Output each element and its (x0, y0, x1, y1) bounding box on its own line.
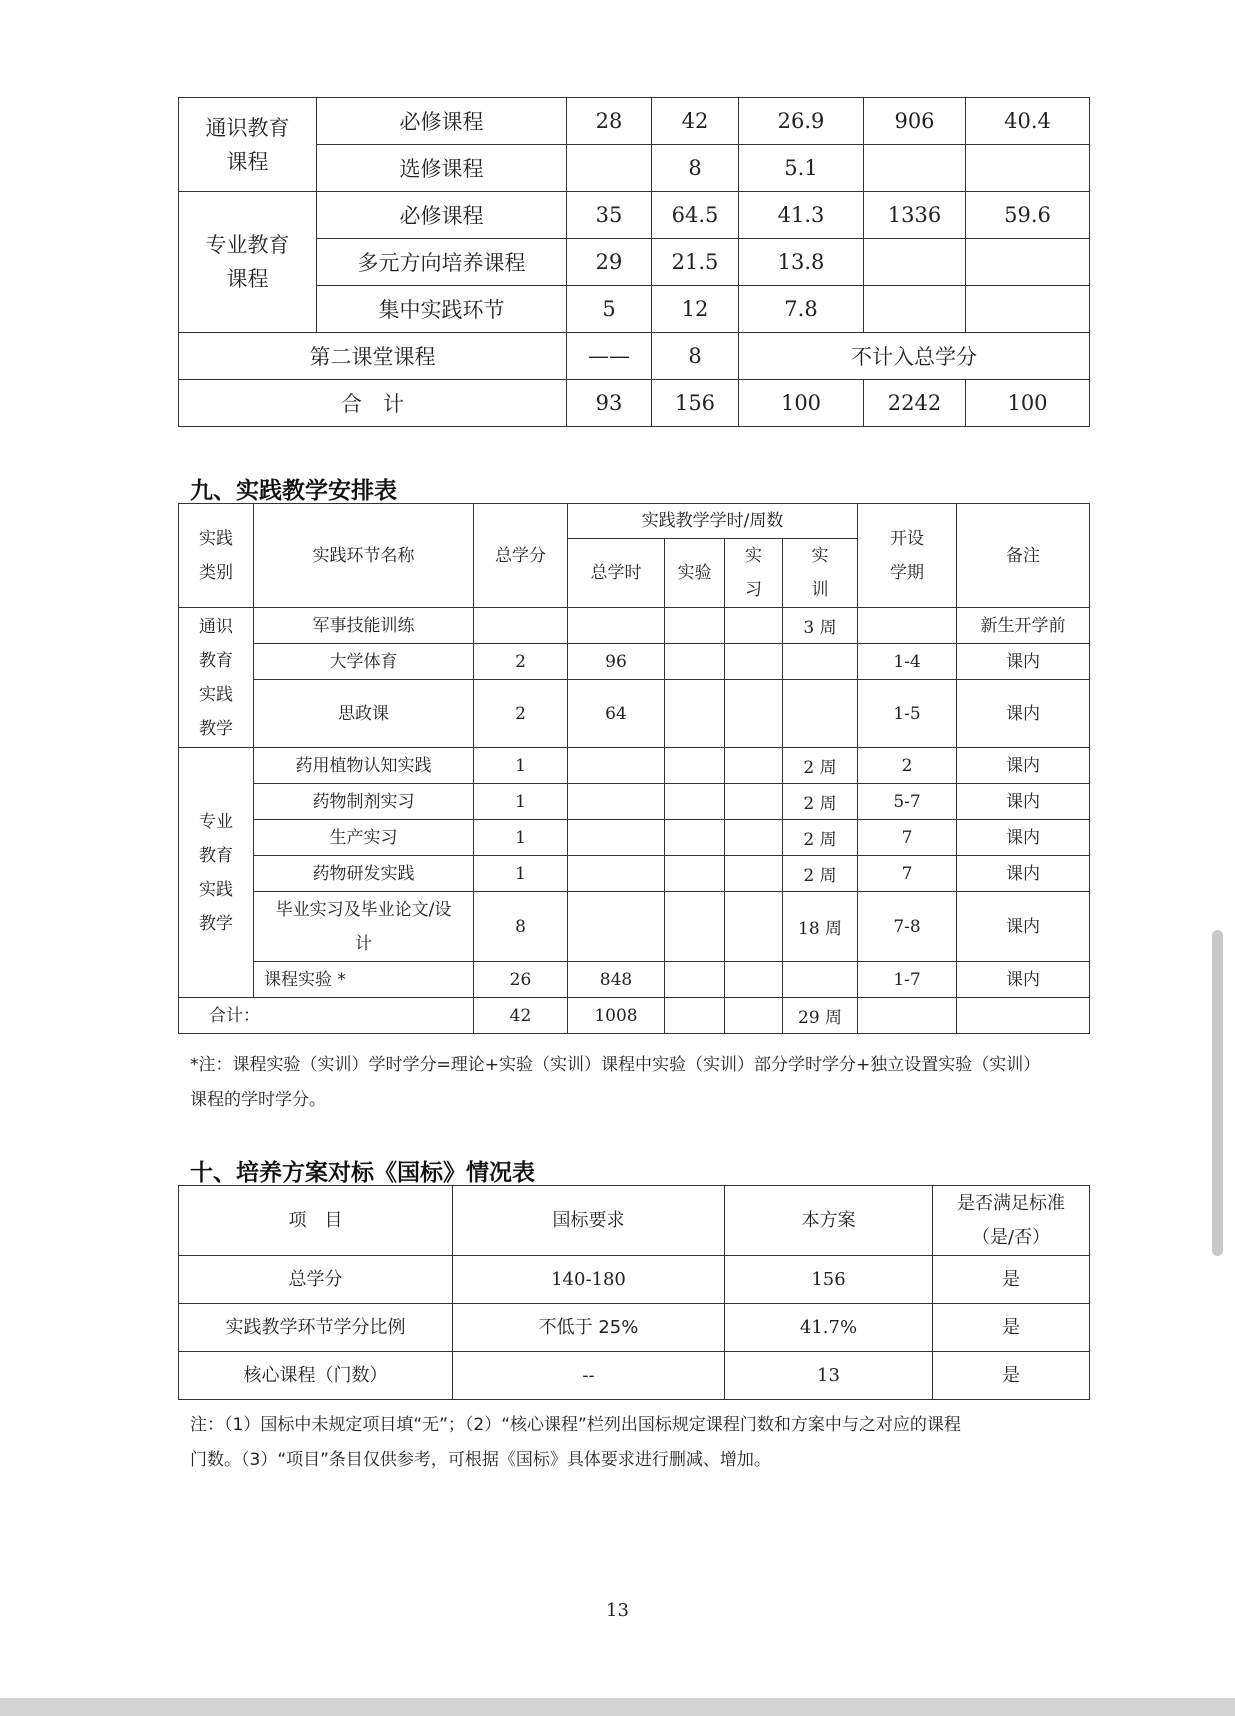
table-cell: 课内 (957, 962, 1090, 998)
header-remarks: 备注 (957, 504, 1090, 608)
category-cell: 通识教育 课程 (179, 98, 317, 192)
note-line: 注：（1）国标中未规定项目填“无”；（2）“核心课程”栏列出国标规定课程门数和方案中与之对应的课程 (190, 1415, 961, 1435)
table-cell: 26 (474, 962, 568, 998)
table-cell (725, 644, 783, 680)
section-title: 九、实践教学安排表 (190, 478, 397, 504)
table-header-row (179, 1186, 1090, 1256)
header-total-hours: 总学时 (568, 539, 665, 608)
standard-comparison-table (178, 1185, 1090, 1400)
header-credits: 总学分 (474, 504, 568, 608)
table-row (179, 962, 1090, 998)
table-cell (665, 998, 725, 1034)
table-cell: 26.9 (739, 98, 864, 145)
table-cell: 13.8 (739, 239, 864, 286)
practice-name: 药用植物认知实践 (254, 748, 474, 784)
table-row (179, 98, 1090, 145)
category-cell: 专业 教育 实践 教学 (179, 748, 254, 998)
table-cell (568, 748, 665, 784)
table-cell (966, 145, 1090, 192)
practice-name: 生产实习 (254, 820, 474, 856)
table-cell: 1 (474, 784, 568, 820)
table-cell: 课内 (957, 644, 1090, 680)
table-cell: 41.3 (739, 192, 864, 239)
table-row (179, 1256, 1090, 1304)
table-cell: 848 (568, 962, 665, 998)
table-cell: 13 (725, 1352, 933, 1400)
table-cell (864, 239, 966, 286)
table-cell: 100 (966, 380, 1090, 427)
practice-name: 毕业实习及毕业论文/设 计 (254, 892, 474, 962)
header-item: 项 目 (179, 1186, 453, 1256)
table-cell (568, 856, 665, 892)
table-cell: 核心课程（门数） (179, 1352, 453, 1400)
table-row (179, 608, 1090, 644)
table-cell: 1-4 (858, 644, 957, 680)
standard-note (190, 1408, 1090, 1478)
table-cell: 7 (858, 820, 957, 856)
table-cell: 93 (567, 380, 652, 427)
credit-summary-table (178, 97, 1090, 427)
table-cell (725, 680, 783, 748)
second-class-note: 不计入总学分 (739, 333, 1090, 380)
table-cell: 1-7 (858, 962, 957, 998)
table-cell: 2 (474, 680, 568, 748)
table-cell (725, 962, 783, 998)
table-row (179, 748, 1090, 784)
table-cell: 156 (652, 380, 739, 427)
table-cell: 29 周 (783, 998, 858, 1034)
table-cell (725, 608, 783, 644)
note-line: *注：课程实验（实训）学时学分=理论+实验（实训）课程中实验（实训）部分学时学分+独立设置实验（实训） (190, 1055, 1041, 1075)
table-cell (783, 962, 858, 998)
table-cell (966, 286, 1090, 333)
table-cell: 21.5 (652, 239, 739, 286)
practice-schedule-table (178, 503, 1090, 1034)
table-cell: 课内 (957, 892, 1090, 962)
table-cell: 140-180 (453, 1256, 725, 1304)
header-name: 实践环节名称 (254, 504, 474, 608)
table-cell: 2 周 (783, 748, 858, 784)
course-type-cell: 多元方向培养课程 (317, 239, 567, 286)
table-cell (725, 784, 783, 820)
table-cell: 1 (474, 820, 568, 856)
table-cell (725, 856, 783, 892)
table-row (179, 1304, 1090, 1352)
table-cell (568, 784, 665, 820)
table-row (179, 1352, 1090, 1400)
table-cell (783, 644, 858, 680)
table-cell (864, 286, 966, 333)
table-cell (864, 145, 966, 192)
table-cell (568, 608, 665, 644)
header-plan: 本方案 (725, 1186, 933, 1256)
header-training: 实 训 (783, 539, 858, 608)
table-cell: 课内 (957, 856, 1090, 892)
table-row (179, 333, 1090, 380)
practice-name: 大学体育 (254, 644, 474, 680)
table-cell: 12 (652, 286, 739, 333)
table-cell (858, 998, 957, 1034)
table-row (179, 380, 1090, 427)
table-cell (665, 892, 725, 962)
course-type-cell: 集中实践环节 (317, 286, 567, 333)
table-cell (567, 145, 652, 192)
table-cell (957, 998, 1090, 1034)
course-type-cell: 必修课程 (317, 192, 567, 239)
table-cell: 3 周 (783, 608, 858, 644)
table-cell: 1 (474, 856, 568, 892)
practice-name: 课程实验 * (254, 962, 474, 998)
header-category: 实践 类别 (179, 504, 254, 608)
table-cell: 156 (725, 1256, 933, 1304)
table-cell: 不低于 25% (453, 1304, 725, 1352)
table-cell: -- (453, 1352, 725, 1400)
table-cell: 5-7 (858, 784, 957, 820)
table-row (179, 892, 1090, 962)
table-cell: 42 (652, 98, 739, 145)
table-row (179, 784, 1090, 820)
table-cell: 18 周 (783, 892, 858, 962)
table-cell (858, 608, 957, 644)
scrollbar-thumb[interactable] (1212, 930, 1223, 1256)
table-cell: 35 (567, 192, 652, 239)
table-header-row (179, 504, 1090, 539)
total-label: 合 计 (179, 380, 567, 427)
table-cell: 是 (933, 1352, 1090, 1400)
bottom-bar (0, 1698, 1235, 1716)
header-hours-group: 实践教学学时/周数 (568, 504, 858, 539)
table-cell: 是 (933, 1304, 1090, 1352)
table-cell: 42 (474, 998, 568, 1034)
table-row (179, 680, 1090, 748)
table-cell: 29 (567, 239, 652, 286)
table-cell (665, 820, 725, 856)
header-experiment: 实验 (665, 539, 725, 608)
table-cell (725, 748, 783, 784)
table-cell (665, 680, 725, 748)
table-cell (665, 748, 725, 784)
table-cell: 2242 (864, 380, 966, 427)
header-semester: 开设 学期 (858, 504, 957, 608)
table-cell: 7-8 (858, 892, 957, 962)
table-cell: 总学分 (179, 1256, 453, 1304)
table-cell: 1 (474, 748, 568, 784)
table-cell (665, 784, 725, 820)
table-cell: 课内 (957, 820, 1090, 856)
table-cell: 5.1 (739, 145, 864, 192)
table-cell: 实践教学环节学分比例 (179, 1304, 453, 1352)
table-cell (725, 892, 783, 962)
category-cell: 专业教育 课程 (179, 192, 317, 333)
table-cell: 2 (858, 748, 957, 784)
table-cell: 2 周 (783, 856, 858, 892)
table-cell: 59.6 (966, 192, 1090, 239)
table-cell: 100 (739, 380, 864, 427)
header-meet: 是否满足标准 （是/否） (933, 1186, 1090, 1256)
table-cell: 40.4 (966, 98, 1090, 145)
table-cell (725, 998, 783, 1034)
table-cell (665, 608, 725, 644)
table-cell: 64.5 (652, 192, 739, 239)
table-cell: 课内 (957, 680, 1090, 748)
table-cell (665, 962, 725, 998)
total-label: 合计： (179, 998, 474, 1034)
table-cell: 96 (568, 644, 665, 680)
table-cell: 是 (933, 1256, 1090, 1304)
table-cell: —— (567, 333, 652, 380)
table-cell: 2 周 (783, 784, 858, 820)
table-cell: 1008 (568, 998, 665, 1034)
table-cell: 7.8 (739, 286, 864, 333)
header-standard: 国标要求 (453, 1186, 725, 1256)
note-line: 课程的学时学分。 (190, 1090, 326, 1110)
table-cell: 5 (567, 286, 652, 333)
table-cell: 新生开学前 (957, 608, 1090, 644)
table-cell (474, 608, 568, 644)
table-cell: 28 (567, 98, 652, 145)
practice-name: 军事技能训练 (254, 608, 474, 644)
table-cell: 8 (652, 145, 739, 192)
category-cell: 通识 教育 实践 教学 (179, 608, 254, 748)
table-cell: 课内 (957, 784, 1090, 820)
table-row (179, 192, 1090, 239)
course-type-cell: 选修课程 (317, 145, 567, 192)
note-line: 门数。（3）“项目”条目仅供参考，可根据《国标》具体要求进行删减、增加。 (190, 1450, 771, 1470)
practice-name: 思政课 (254, 680, 474, 748)
table-cell (665, 644, 725, 680)
table-cell (665, 856, 725, 892)
practice-note (190, 1048, 1090, 1118)
table-cell: 2 (474, 644, 568, 680)
table-cell: 课内 (957, 748, 1090, 784)
table-row (179, 856, 1090, 892)
section-title: 十、培养方案对标《国标》情况表 (190, 1160, 535, 1186)
course-type-cell: 必修课程 (317, 98, 567, 145)
table-row (179, 644, 1090, 680)
practice-name: 药物研发实践 (254, 856, 474, 892)
table-cell: 7 (858, 856, 957, 892)
table-row (179, 820, 1090, 856)
table-cell: 41.7% (725, 1304, 933, 1352)
table-cell: 2 周 (783, 820, 858, 856)
table-cell: 1336 (864, 192, 966, 239)
table-cell: 1-5 (858, 680, 957, 748)
table-cell: 906 (864, 98, 966, 145)
page-number: 13 (606, 1600, 629, 1621)
table-cell (725, 820, 783, 856)
table-total-row (179, 998, 1090, 1034)
practice-name: 药物制剂实习 (254, 784, 474, 820)
table-cell: 8 (652, 333, 739, 380)
table-cell (568, 820, 665, 856)
table-cell: 64 (568, 680, 665, 748)
table-cell (966, 239, 1090, 286)
table-cell: 8 (474, 892, 568, 962)
table-cell (568, 892, 665, 962)
second-class-label: 第二课堂课程 (179, 333, 567, 380)
header-internship: 实 习 (725, 539, 783, 608)
table-cell (783, 680, 858, 748)
